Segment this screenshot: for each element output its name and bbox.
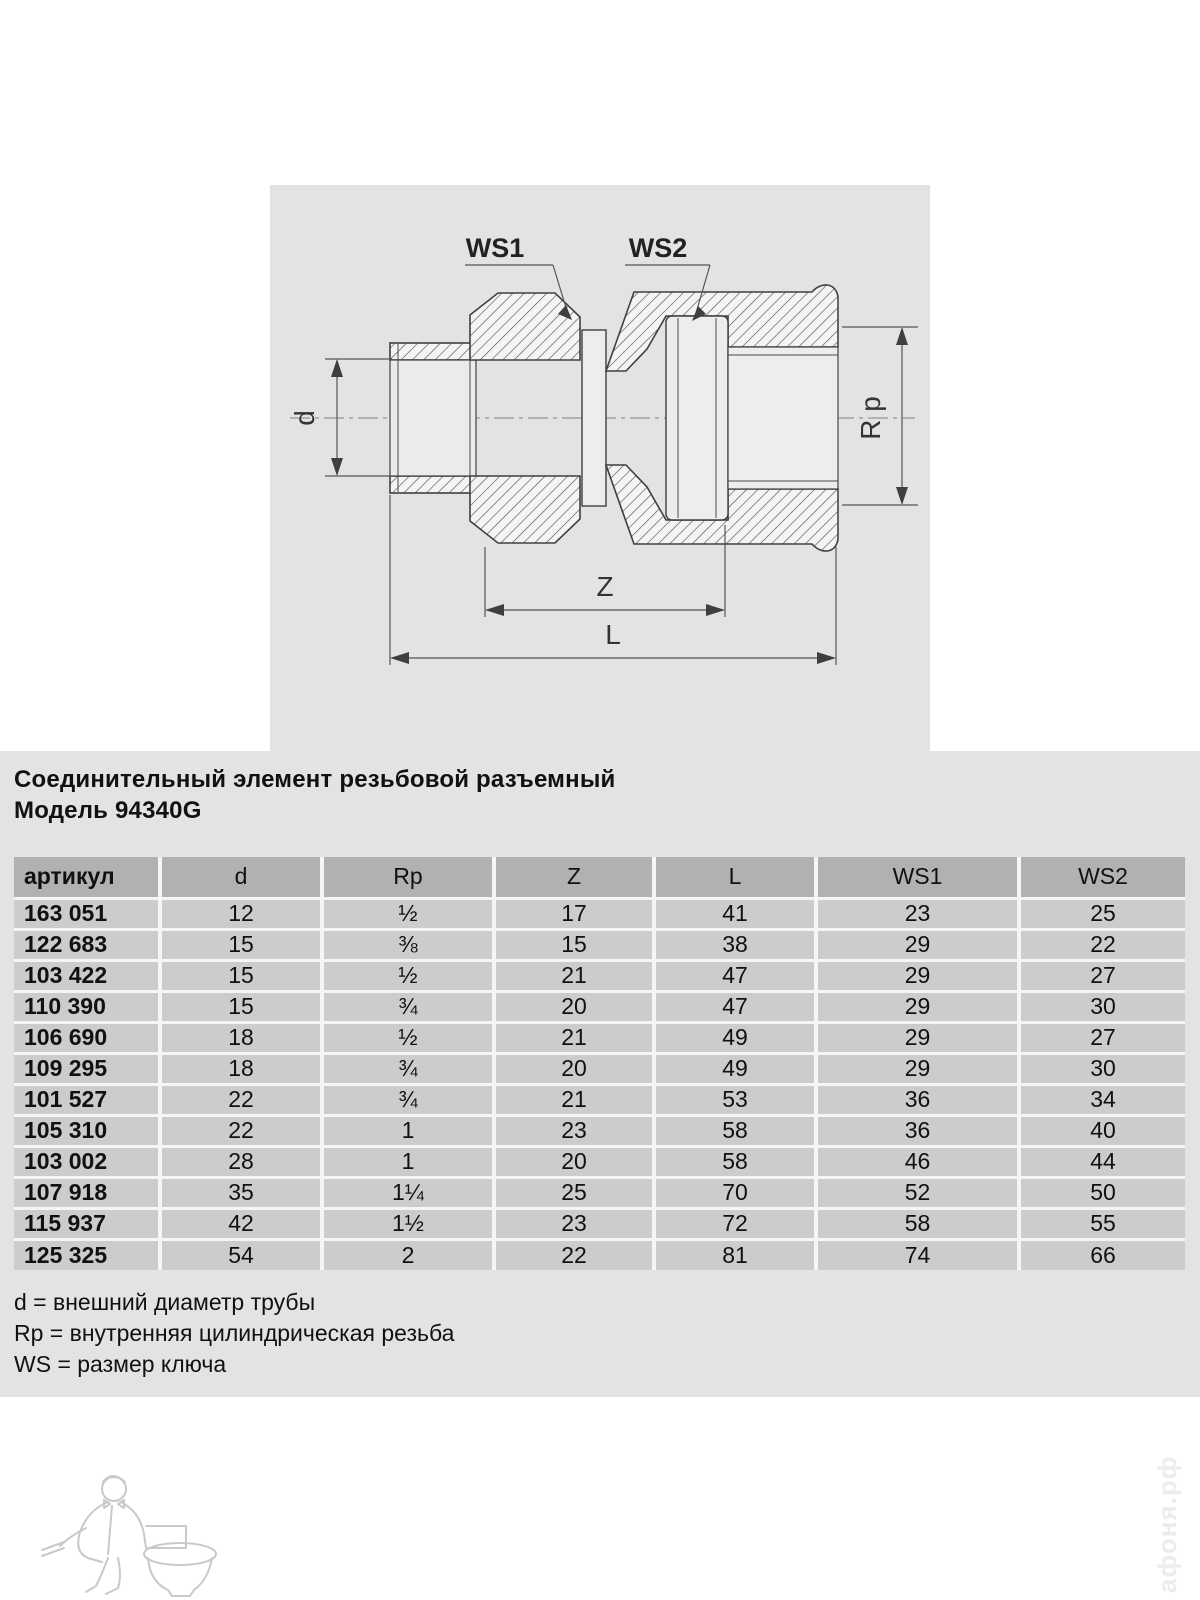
table-row	[14, 1146, 1185, 1177]
value-cell: 53	[654, 1084, 816, 1115]
article-cell: 115 937	[14, 1208, 160, 1239]
rp-arrow-bottom	[896, 487, 908, 505]
title-block	[14, 764, 616, 826]
tube-bore	[390, 360, 476, 476]
plumber-logo-watermark	[22, 1462, 252, 1600]
value-cell: 30	[1019, 991, 1185, 1022]
article-cell: 106 690	[14, 1022, 160, 1053]
plumber-lapel	[108, 1506, 112, 1554]
value-cell: ½	[322, 898, 494, 929]
plumber-leg-right	[106, 1558, 120, 1594]
header-row	[14, 857, 1185, 898]
value-cell: 25	[1019, 898, 1185, 929]
ws1-label: WS1	[465, 233, 525, 263]
ws2-label: WS2	[628, 233, 688, 263]
value-cell: 15	[160, 929, 322, 960]
value-cell: 18	[160, 1022, 322, 1053]
column-header-l: L	[654, 857, 816, 898]
plumber-torso-right	[121, 1502, 146, 1548]
article-cell: 125 325	[14, 1239, 160, 1270]
value-cell: ¾	[322, 991, 494, 1022]
value-cell: ¾	[322, 1053, 494, 1084]
value-cell: ⅜	[322, 929, 494, 960]
table-row	[14, 929, 1185, 960]
value-cell: 29	[816, 1053, 1019, 1084]
value-cell: 27	[1019, 1022, 1185, 1053]
legend-notes	[14, 1287, 454, 1380]
l-label: L	[605, 619, 621, 650]
table-row	[14, 991, 1185, 1022]
table-row	[14, 1239, 1185, 1270]
column-header-ws1: WS1	[816, 857, 1019, 898]
value-cell: 52	[816, 1177, 1019, 1208]
tube-top-wall	[390, 343, 476, 360]
value-cell: 25	[494, 1177, 654, 1208]
d-arrow-bottom	[331, 458, 343, 476]
note-rp: Rp = внутренняя цилиндрическая резьба	[14, 1320, 455, 1346]
value-cell: 66	[1019, 1239, 1185, 1270]
value-cell: 18	[160, 1053, 322, 1084]
l-arrow-left	[390, 652, 409, 664]
value-cell: 34	[1019, 1084, 1185, 1115]
product-title: Соединительный элемент резьбовой разъемный	[14, 766, 616, 793]
article-cell: 110 390	[14, 991, 160, 1022]
table-row	[14, 1022, 1185, 1053]
value-cell: 49	[654, 1053, 816, 1084]
value-cell: 23	[816, 898, 1019, 929]
value-cell: 28	[160, 1146, 322, 1177]
value-cell: 29	[816, 991, 1019, 1022]
z-arrow-left	[485, 604, 504, 616]
plumber-leg-left	[86, 1558, 108, 1592]
fitting-cross-section-drawing	[270, 185, 930, 751]
table-row	[14, 1084, 1185, 1115]
z-label: Z	[596, 571, 614, 602]
value-cell: 74	[816, 1239, 1019, 1270]
value-cell: 38	[654, 929, 816, 960]
note-d: d = внешний диаметр трубы	[14, 1289, 316, 1315]
value-cell: 58	[654, 1146, 816, 1177]
rp-label: R p	[855, 396, 886, 440]
content-section	[0, 751, 1200, 1397]
value-cell: 22	[160, 1115, 322, 1146]
z-arrow-right	[706, 604, 725, 616]
table-row	[14, 1208, 1185, 1239]
value-cell: 2	[322, 1239, 494, 1270]
value-cell: 23	[494, 1115, 654, 1146]
value-cell: 49	[654, 1022, 816, 1053]
rp-arrow-top	[896, 327, 908, 345]
column-header-d: d	[160, 857, 322, 898]
value-cell: 58	[816, 1208, 1019, 1239]
tube-bottom-wall	[390, 476, 476, 493]
toilet-bowl	[148, 1558, 212, 1596]
value-cell: 41	[654, 898, 816, 929]
article-cell: 163 051	[14, 898, 160, 929]
value-cell: 30	[1019, 1053, 1185, 1084]
value-cell: 36	[816, 1115, 1019, 1146]
value-cell: 27	[1019, 960, 1185, 991]
value-cell: ½	[322, 960, 494, 991]
table-row	[14, 1115, 1185, 1146]
value-cell: 17	[494, 898, 654, 929]
value-cell: 29	[816, 1022, 1019, 1053]
value-cell: 55	[1019, 1208, 1185, 1239]
value-cell: 15	[160, 960, 322, 991]
value-cell: 20	[494, 1146, 654, 1177]
value-cell: 50	[1019, 1177, 1185, 1208]
nut-upper-section	[470, 293, 580, 360]
value-cell: 70	[654, 1177, 816, 1208]
value-cell: 15	[494, 929, 654, 960]
insert-hub	[666, 316, 728, 520]
column-header-article: артикул	[14, 857, 160, 898]
value-cell: 1	[322, 1146, 494, 1177]
value-cell: 46	[816, 1146, 1019, 1177]
article-cell: 122 683	[14, 929, 160, 960]
spec-table-head	[14, 857, 1185, 898]
value-cell: 15	[160, 991, 322, 1022]
value-cell: 22	[494, 1239, 654, 1270]
value-cell: 21	[494, 1022, 654, 1053]
value-cell: 29	[816, 929, 1019, 960]
site-watermark: афоня.рф	[1152, 1455, 1182, 1593]
value-cell: 54	[160, 1239, 322, 1270]
note-ws: WS = размер ключа	[14, 1351, 227, 1377]
value-cell: 42	[160, 1208, 322, 1239]
d-label: d	[289, 410, 320, 426]
nut-lower-section	[470, 476, 580, 543]
plumber-arm	[60, 1528, 86, 1546]
value-cell: 47	[654, 960, 816, 991]
value-cell: 36	[816, 1084, 1019, 1115]
value-cell: 40	[1019, 1115, 1185, 1146]
value-cell: 20	[494, 1053, 654, 1084]
plumber-wrench	[42, 1542, 64, 1556]
model-title: Модель 94340G	[14, 797, 202, 824]
article-cell: 101 527	[14, 1084, 160, 1115]
value-cell: 23	[494, 1208, 654, 1239]
value-cell: ½	[322, 1022, 494, 1053]
body-bore	[728, 347, 838, 489]
article-cell: 107 918	[14, 1177, 160, 1208]
compression-ring	[582, 330, 606, 506]
value-cell: 22	[160, 1084, 322, 1115]
l-arrow-right	[817, 652, 836, 664]
column-header-rp: Rp	[322, 857, 494, 898]
table-row	[14, 1053, 1185, 1084]
technical-drawing-panel	[270, 185, 930, 751]
article-cell: 103 422	[14, 960, 160, 991]
plumber-torso-left	[78, 1502, 108, 1562]
table-row	[14, 960, 1185, 991]
value-cell: 35	[160, 1177, 322, 1208]
value-cell: 22	[1019, 929, 1185, 960]
value-cell: 29	[816, 960, 1019, 991]
spec-table	[14, 857, 1185, 1270]
value-cell: 12	[160, 898, 322, 929]
article-cell: 105 310	[14, 1115, 160, 1146]
value-cell: 20	[494, 991, 654, 1022]
value-cell: ¾	[322, 1084, 494, 1115]
column-header-ws2: WS2	[1019, 857, 1185, 898]
value-cell: 1¼	[322, 1177, 494, 1208]
d-arrow-top	[331, 359, 343, 377]
value-cell: 21	[494, 1084, 654, 1115]
value-cell: 58	[654, 1115, 816, 1146]
spec-table-body	[14, 898, 1185, 1270]
value-cell: 47	[654, 991, 816, 1022]
column-header-z: Z	[494, 857, 654, 898]
value-cell: 1	[322, 1115, 494, 1146]
value-cell: 44	[1019, 1146, 1185, 1177]
value-cell: 1½	[322, 1208, 494, 1239]
value-cell: 72	[654, 1208, 816, 1239]
article-cell: 103 002	[14, 1146, 160, 1177]
table-row	[14, 1177, 1185, 1208]
toilet-rim	[144, 1543, 216, 1565]
article-cell: 109 295	[14, 1053, 160, 1084]
table-row	[14, 898, 1185, 929]
value-cell: 81	[654, 1239, 816, 1270]
value-cell: 21	[494, 960, 654, 991]
